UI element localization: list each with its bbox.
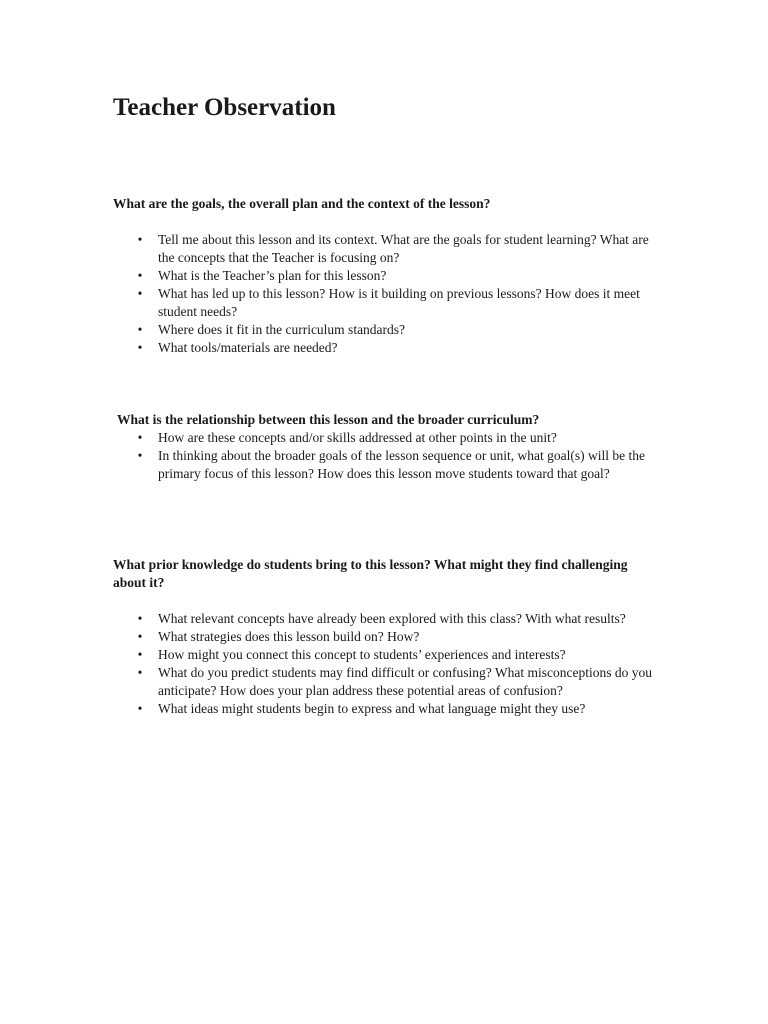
list-item-text: Tell me about this lesson and its context. What are the goals for student learning? What are the concepts that the Teacher is focusing on?	[158, 232, 649, 265]
list-item-text: What is the Teacher’s plan for this lesson?	[158, 268, 387, 283]
list-item	[113, 267, 653, 285]
list-item-text: What tools/materials are needed?	[158, 340, 338, 355]
list-item-text: What has led up to this lesson? How is it building on previous lessons? How does it meet student needs?	[158, 286, 640, 319]
bullet-icon: •	[137, 286, 143, 301]
bullet-icon: •	[137, 340, 143, 355]
list-item	[113, 700, 653, 718]
section-broader-curriculum	[113, 411, 653, 483]
bullet-icon: •	[137, 647, 143, 662]
section-heading: What prior knowledge do students bring to this lesson? What might they find challenging about it?	[113, 557, 628, 590]
section-heading: What are the goals, the overall plan and the context of the lesson?	[113, 196, 491, 211]
list-item-text: How might you connect this concept to students’ experiences and interests?	[158, 647, 566, 662]
question-list	[113, 231, 653, 357]
list-item	[113, 610, 653, 628]
question-list	[113, 429, 653, 483]
list-item	[113, 664, 653, 700]
list-item-text: Where does it fit in the curriculum standards?	[158, 322, 406, 337]
list-item	[113, 646, 653, 664]
list-item	[113, 285, 653, 321]
bullet-icon: •	[137, 665, 143, 680]
list-item-text: What ideas might students begin to express and what language might they use?	[158, 701, 586, 716]
list-item-text: What relevant concepts have already been explored with this class? With what results?	[158, 611, 626, 626]
list-item	[113, 231, 653, 267]
bullet-icon: •	[137, 448, 143, 463]
list-item	[113, 339, 653, 357]
section-prior-knowledge	[113, 556, 653, 718]
section-lesson-goals	[113, 195, 653, 357]
bullet-icon: •	[137, 629, 143, 644]
bullet-icon: •	[137, 701, 143, 716]
list-item	[113, 321, 653, 339]
section-heading: What is the relationship between this lesson and the broader curriculum?	[117, 412, 540, 427]
list-item	[113, 628, 653, 646]
list-item-text: How are these concepts and/or skills addressed at other points in the unit?	[158, 430, 557, 445]
bullet-icon: •	[137, 322, 143, 337]
list-item	[113, 429, 653, 447]
list-item	[113, 447, 653, 483]
list-item-text: What do you predict students may find difficult or confusing? What misconceptions do you anticipate? How does your plan address these potential areas of confusion?	[158, 665, 653, 698]
list-item-text: What strategies does this lesson build on? How?	[158, 629, 420, 644]
page-title: Teacher Observation	[113, 94, 336, 121]
bullet-icon: •	[137, 611, 143, 626]
bullet-icon: •	[137, 430, 143, 445]
bullet-icon: •	[137, 232, 143, 247]
question-list	[113, 610, 653, 718]
bullet-icon: •	[137, 268, 143, 283]
list-item-text: In thinking about the broader goals of the lesson sequence or unit, what goal(s) will be the primary focus of this lesson? How does this lesson move students toward that goal?	[158, 448, 646, 481]
